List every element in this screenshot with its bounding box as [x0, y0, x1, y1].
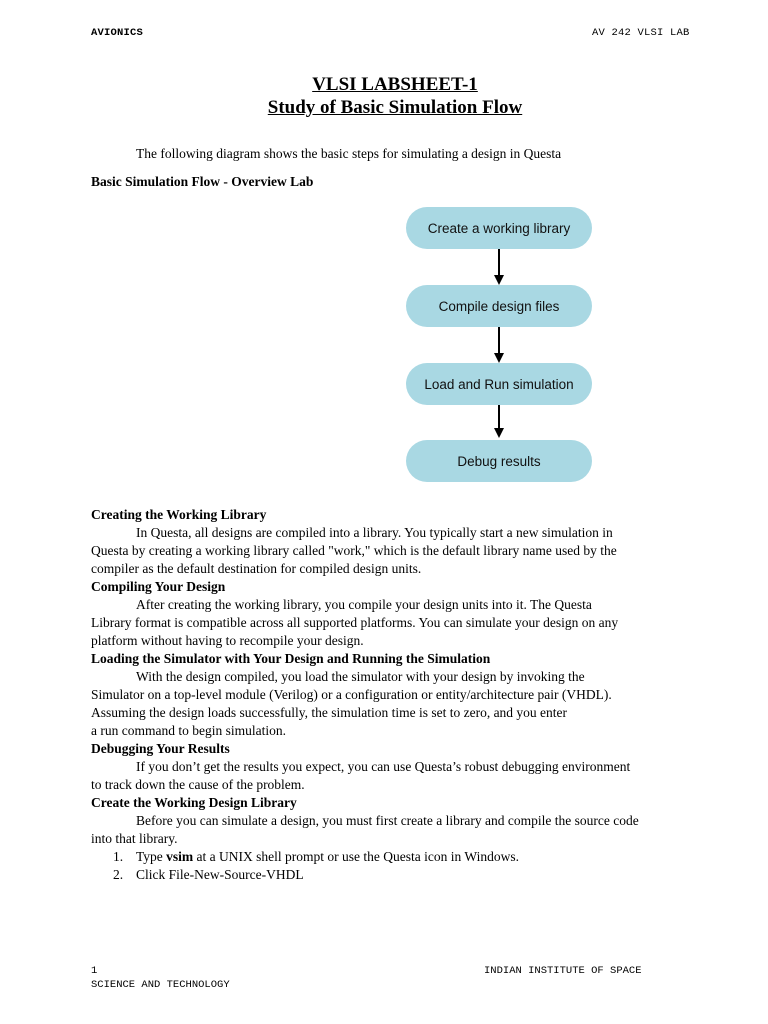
- list-text-pre: Type: [136, 849, 167, 864]
- paragraph-line: Simulator on a top-level module (Verilog) or a configuration or entity/architecture pair (VHDL).: [91, 687, 612, 702]
- flow-step-debug: Debug results: [406, 440, 592, 482]
- list-number: 2.: [113, 867, 124, 882]
- heading-compiling: Compiling Your Design: [91, 579, 226, 594]
- header-right: AV 242 VLSI LAB: [592, 27, 690, 39]
- paragraph-line: In Questa, all designs are compiled into a library. You typically start a new simulation in: [136, 525, 613, 540]
- flow-step-compile: Compile design files: [406, 285, 592, 327]
- heading-loading: Loading the Simulator with Your Design and Running the Simulation: [91, 651, 491, 666]
- heading-debugging: Debugging Your Results: [91, 741, 230, 756]
- paragraph-line: After creating the working library, you compile your design units into it. The Questa: [136, 597, 592, 612]
- list-text: [113, 848, 700, 866]
- intro-text: The following diagram shows the basic steps for simulating a design in Questa: [136, 146, 562, 161]
- list-text-command: vsim: [166, 849, 194, 864]
- body-content: [91, 506, 700, 884]
- paragraph-line: a run command to begin simulation.: [91, 723, 286, 738]
- flow-arrowhead-3: [494, 428, 504, 438]
- heading-create-working-design-library: Create the Working Design Library: [91, 795, 297, 810]
- heading-creating-library: Creating the Working Library: [91, 507, 267, 522]
- footer-institute-line1: INDIAN INSTITUTE OF SPACE: [484, 965, 642, 977]
- paragraph-line: Assuming the design loads successfully, the simulation time is set to zero, and you enter: [91, 705, 568, 720]
- flow-step-create-library: Create a working library: [406, 207, 592, 249]
- list-item: [91, 848, 700, 866]
- header-left: AVIONICS: [91, 27, 144, 39]
- paragraph-line: compiler as the default destination for compiled design units.: [91, 561, 422, 576]
- paragraph-line: platform without having to recompile your design.: [91, 633, 364, 648]
- diagram-title: Basic Simulation Flow - Overview Lab: [91, 174, 314, 189]
- page-subtitle: Study of Basic Simulation Flow: [267, 97, 523, 118]
- footer-page-number: 1: [91, 965, 98, 977]
- paragraph-line: With the design compiled, you load the simulator with your design by invoking the: [136, 669, 585, 684]
- paragraph-line: Questa by creating a working library called "work," which is the default library name used by the: [91, 543, 617, 558]
- list-text: Click File-New-Source-VHDL: [136, 867, 304, 882]
- paragraph-line: Library format is compatible across all supported platforms. You can simulate your design on any: [91, 615, 619, 630]
- flow-step-load-run: Load and Run simulation: [406, 363, 592, 405]
- list-item: [91, 866, 700, 884]
- flow-arrow-2: [498, 327, 500, 354]
- page-title: VLSI LABSHEET-1: [312, 74, 478, 95]
- paragraph-line: If you don’t get the results you expect, you can use Questa’s robust debugging environment: [136, 759, 631, 774]
- footer-institute-line2: SCIENCE AND TECHNOLOGY: [91, 979, 230, 991]
- flow-arrowhead-2: [494, 353, 504, 363]
- paragraph-line: into that library.: [91, 831, 178, 846]
- flow-arrow-1: [498, 249, 500, 276]
- list-text-post: at a UNIX shell prompt or use the Questa icon in Windows.: [193, 849, 519, 864]
- paragraph-line: to track down the cause of the problem.: [91, 777, 305, 792]
- list-number: 1.: [113, 849, 124, 864]
- flow-arrow-3: [498, 405, 500, 429]
- flow-arrowhead-1: [494, 275, 504, 285]
- paragraph-line: Before you can simulate a design, you must first create a library and compile the source code: [136, 813, 639, 828]
